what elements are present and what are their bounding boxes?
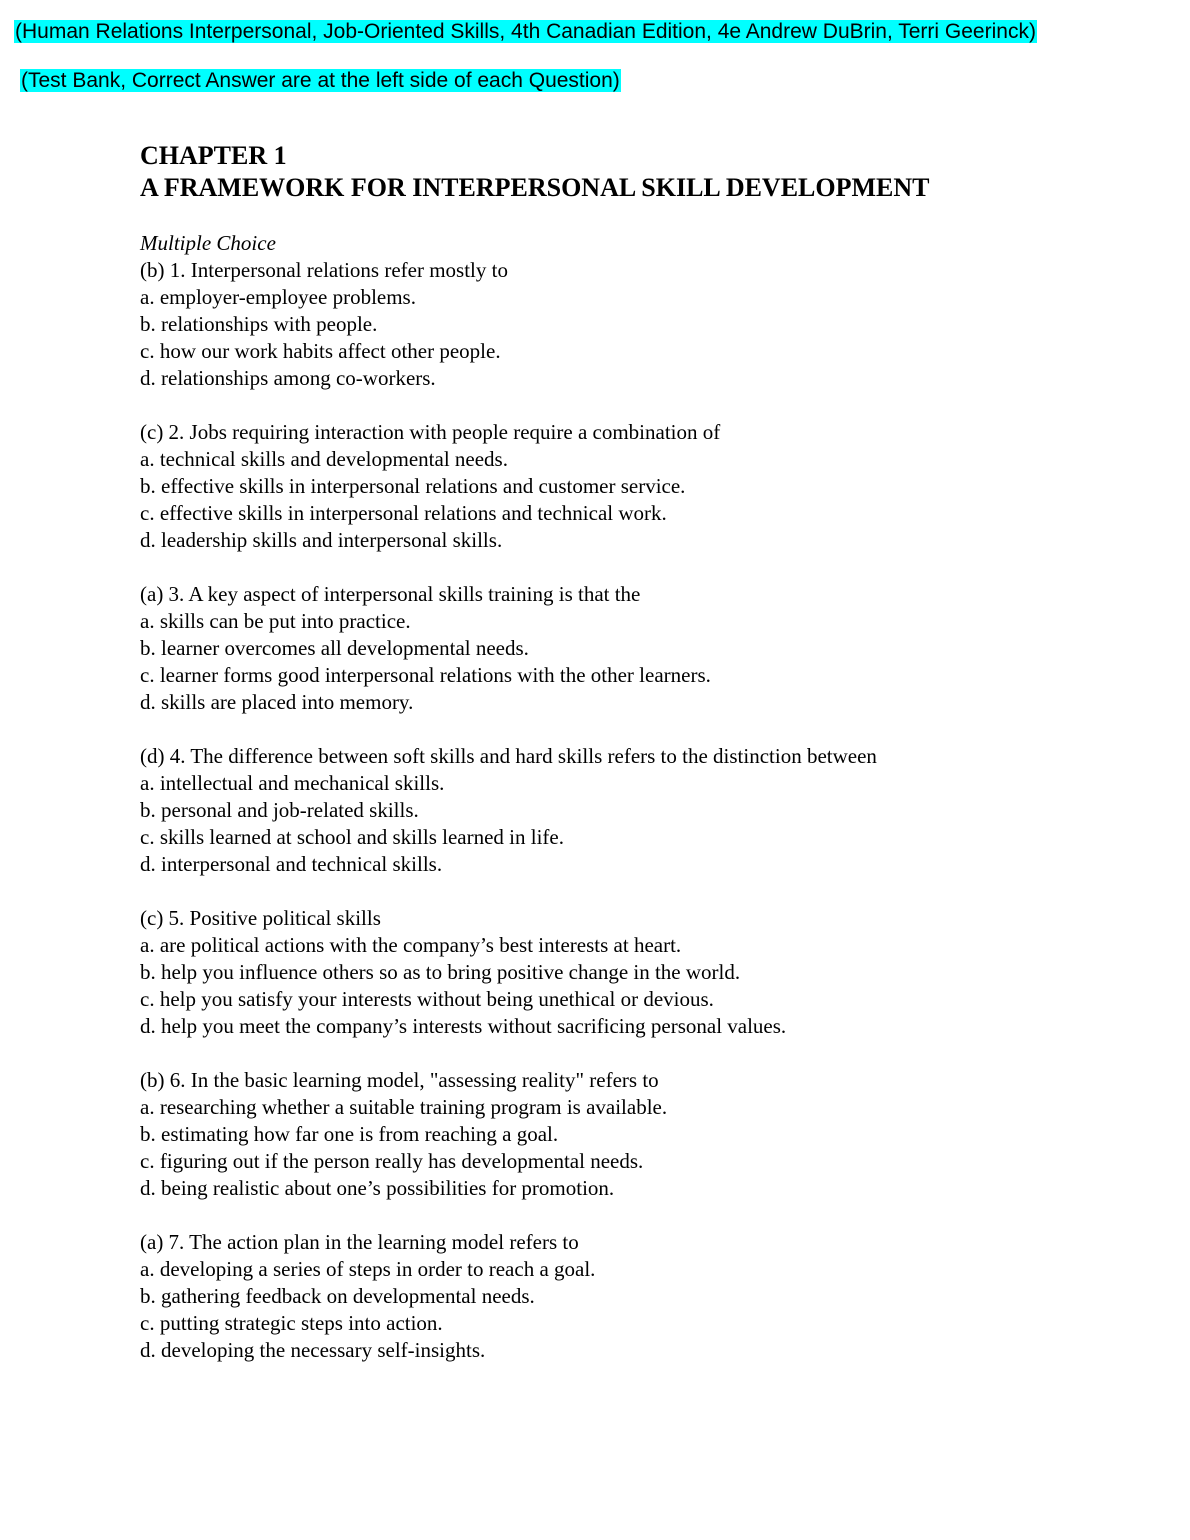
answer-option: c. skills learned at school and skills learned in life. (140, 825, 564, 849)
answer-option: d. relationships among co-workers. (140, 366, 436, 390)
question-stem: (a) 3. A key aspect of interpersonal skills training is that the (140, 582, 641, 606)
question-block (140, 1229, 1160, 1364)
answer-option: c. how our work habits affect other people. (140, 339, 501, 363)
answer-option: c. help you satisfy your interests without being unethical or devious. (140, 987, 714, 1011)
question-stem: (a) 7. The action plan in the learning model refers to (140, 1230, 579, 1254)
answer-option: a. are political actions with the company’s best interests at heart. (140, 933, 682, 957)
book-title-text: (Human Relations Interpersonal, Job-Oriented Skills, 4th Canadian Edition, 4e Andrew DuBrin, Terri Geerinck) (15, 20, 1036, 43)
answer-option: a. technical skills and developmental needs. (140, 447, 508, 471)
document-body (140, 140, 1160, 1391)
question-list (140, 257, 1160, 1364)
answer-option: a. skills can be put into practice. (140, 609, 411, 633)
answer-option: c. figuring out if the person really has developmental needs. (140, 1149, 644, 1173)
answer-option: b. gathering feedback on developmental needs. (140, 1284, 535, 1308)
answer-option: c. putting strategic steps into action. (140, 1311, 443, 1335)
book-title-banner (14, 19, 1037, 45)
answer-option: d. leadership skills and interpersonal skills. (140, 528, 503, 552)
question-block (140, 743, 1160, 878)
answer-option: b. effective skills in interpersonal relations and customer service. (140, 474, 686, 498)
answer-option: a. intellectual and mechanical skills. (140, 771, 445, 795)
question-stem: (d) 4. The difference between soft skills and hard skills refers to the distinction between (140, 744, 877, 768)
test-bank-note-text: (Test Bank, Correct Answer are at the left side of each Question) (21, 69, 620, 92)
answer-option: b. learner overcomes all developmental needs. (140, 636, 529, 660)
chapter-title: A FRAMEWORK FOR INTERPERSONAL SKILL DEVELOPMENT (140, 173, 930, 202)
section-label: Multiple Choice (140, 231, 276, 255)
answer-option: b. relationships with people. (140, 312, 378, 336)
question-block (140, 1067, 1160, 1202)
answer-option: b. personal and job-related skills. (140, 798, 419, 822)
question-stem: (c) 2. Jobs requiring interaction with people require a combination of (140, 420, 721, 444)
answer-option: b. estimating how far one is from reaching a goal. (140, 1122, 559, 1146)
answer-option: a. developing a series of steps in order to reach a goal. (140, 1257, 596, 1281)
question-block (140, 419, 1160, 554)
question-stem: (b) 1. Interpersonal relations refer mostly to (140, 258, 508, 282)
test-bank-note-banner (20, 68, 621, 94)
question-block (140, 905, 1160, 1040)
question-stem: (b) 6. In the basic learning model, "assessing reality" refers to (140, 1068, 659, 1092)
answer-option: d. developing the necessary self-insights. (140, 1338, 486, 1362)
answer-option: d. being realistic about one’s possibilities for promotion. (140, 1176, 615, 1200)
answer-option: c. effective skills in interpersonal relations and technical work. (140, 501, 667, 525)
answer-option: a. employer-employee problems. (140, 285, 416, 309)
answer-option: d. skills are placed into memory. (140, 690, 414, 714)
answer-option: c. learner forms good interpersonal relations with the other learners. (140, 663, 711, 687)
question-stem: (c) 5. Positive political skills (140, 906, 381, 930)
answer-option: d. help you meet the company’s interests without sacrificing personal values. (140, 1014, 787, 1038)
question-block (140, 581, 1160, 716)
answer-option: a. researching whether a suitable training program is available. (140, 1095, 668, 1119)
question-block (140, 257, 1160, 392)
answer-option: d. interpersonal and technical skills. (140, 852, 443, 876)
chapter-number: CHAPTER 1 (140, 141, 287, 170)
answer-option: b. help you influence others so as to bring positive change in the world. (140, 960, 741, 984)
